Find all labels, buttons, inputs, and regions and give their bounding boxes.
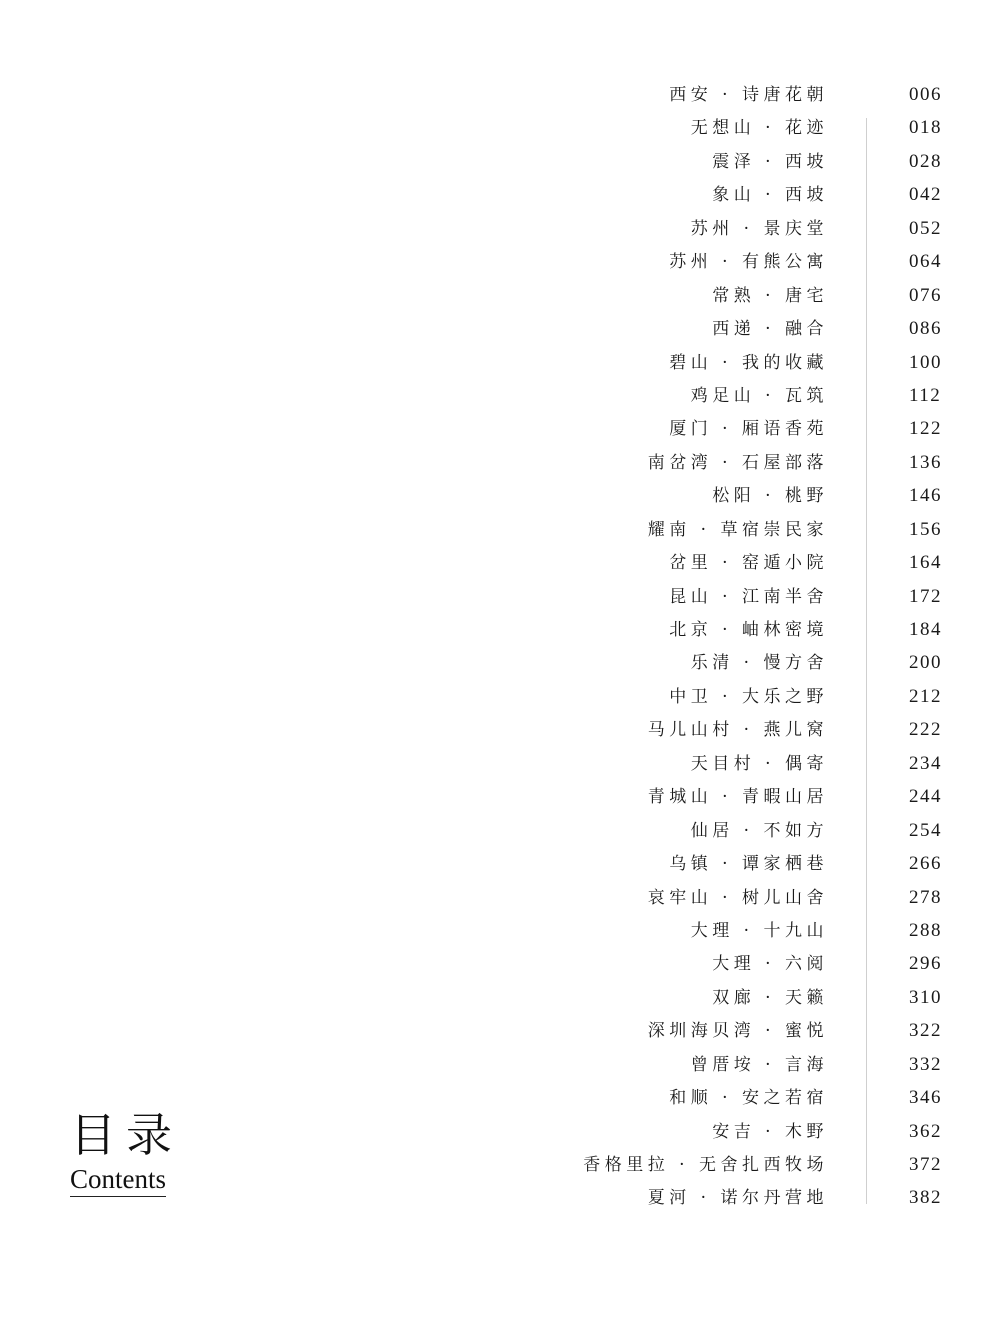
heading-title-en: Contents [70, 1164, 166, 1197]
toc-entry-page-number: 244 [909, 786, 942, 808]
toc-entry[interactable] [0, 79, 1000, 112]
toc-entry[interactable] [0, 748, 1000, 781]
heading-title-cn: 目录 [70, 1108, 182, 1162]
toc-entry[interactable] [0, 480, 1000, 513]
toc-entry-title: 安吉 · 木野 [712, 1121, 828, 1142]
toc-entry-page-number: 288 [909, 919, 942, 941]
toc-entry-title: 岔里 · 窑遁小院 [669, 553, 828, 574]
toc-entry-title: 仙居 · 不如方 [690, 820, 828, 841]
toc-entry-page-number: 296 [909, 953, 942, 975]
toc-entry[interactable] [0, 547, 1000, 580]
toc-entry[interactable] [0, 380, 1000, 413]
toc-entry[interactable] [0, 1015, 1000, 1048]
toc-entry[interactable] [0, 948, 1000, 981]
toc-entry-page-number: 212 [909, 685, 942, 707]
toc-entry-page-number: 172 [909, 585, 942, 607]
toc-entry[interactable] [0, 112, 1000, 145]
toc-entry[interactable] [0, 213, 1000, 246]
toc-entry-title: 曾厝垵 · 言海 [690, 1054, 828, 1075]
toc-entry-page-number: 184 [909, 619, 942, 640]
toc-entry-title: 香格里拉 · 无舍扎西牧场 [583, 1155, 828, 1175]
toc-entry-page-number: 042 [909, 184, 942, 206]
toc-entry-title: 南岔湾 · 石屋部落 [647, 452, 828, 473]
toc-entry[interactable] [0, 514, 1000, 547]
toc-entry[interactable] [0, 647, 1000, 680]
toc-entry-title: 深圳海贝湾 · 蜜悦 [647, 1021, 828, 1042]
toc-entry-page-number: 156 [909, 518, 942, 540]
toc-entry-page-number: 346 [909, 1087, 942, 1109]
toc-entry-title: 天目村 · 偶寄 [690, 753, 828, 774]
toc-entry[interactable] [0, 347, 1000, 380]
toc-entry[interactable] [0, 982, 1000, 1015]
toc-entry-title: 震泽 · 西坡 [712, 151, 828, 172]
toc-entry-page-number: 122 [909, 418, 942, 440]
toc-entry-title: 大理 · 十九山 [690, 920, 828, 941]
toc-entry-page-number: 052 [909, 217, 942, 239]
toc-entry[interactable] [0, 915, 1000, 948]
toc-entry[interactable] [0, 413, 1000, 446]
toc-entry-title: 西安 · 诗唐花朝 [669, 85, 828, 105]
toc-entry[interactable] [0, 280, 1000, 313]
toc-list [0, 79, 1000, 1216]
toc-entry-page-number: 112 [909, 384, 942, 406]
toc-entry-title: 和顺 · 安之若宿 [669, 1088, 828, 1109]
toc-entry-page-number: 146 [909, 485, 942, 507]
toc-entry-page-number: 382 [909, 1187, 942, 1209]
toc-entry-page-number: 086 [909, 318, 942, 340]
toc-entry[interactable] [0, 179, 1000, 212]
toc-entry-page-number: 200 [909, 652, 942, 674]
toc-entry-title: 耀南 · 草宿崇民家 [647, 519, 828, 540]
toc-entry-title: 象山 · 西坡 [712, 185, 828, 206]
toc-entry-page-number: 372 [909, 1154, 942, 1175]
toc-entry-page-number: 332 [909, 1053, 942, 1075]
toc-entry-title: 苏州 · 有熊公寓 [669, 252, 828, 273]
toc-entry-page-number: 064 [909, 251, 942, 273]
toc-entry-page-number: 136 [909, 451, 942, 473]
toc-entry-page-number: 234 [909, 752, 942, 774]
toc-entry-title: 哀牢山 · 树儿山舍 [647, 887, 828, 908]
toc-entry-title: 夏河 · 诺尔丹营地 [647, 1188, 828, 1209]
toc-entry-page-number: 018 [909, 117, 942, 139]
toc-entry-title: 北京 · 岫林密境 [669, 620, 828, 640]
toc-entry-title: 鸡足山 · 瓦筑 [690, 385, 828, 406]
toc-entry-page-number: 310 [909, 986, 942, 1008]
toc-entry[interactable] [0, 681, 1000, 714]
toc-entry-title: 西递 · 融合 [712, 319, 828, 340]
toc-entry-title: 青城山 · 青暇山居 [647, 787, 828, 808]
toc-entry[interactable] [0, 1049, 1000, 1082]
toc-entry-title: 双廊 · 天籁 [712, 987, 828, 1008]
toc-entry-page-number: 028 [909, 150, 942, 172]
toc-entry-title: 乌镇 · 谭家栖巷 [669, 854, 828, 875]
toc-entry[interactable] [0, 882, 1000, 915]
toc-entry-page-number: 266 [909, 853, 942, 875]
toc-entry-title: 苏州 · 景庆堂 [690, 218, 828, 239]
toc-entry-title: 中卫 · 大乐之野 [669, 686, 828, 707]
toc-entry-title: 无想山 · 花迹 [690, 118, 828, 139]
toc-entry-page-number: 076 [909, 284, 942, 306]
toc-entry[interactable] [0, 313, 1000, 346]
toc-entry-page-number: 164 [909, 552, 942, 574]
toc-entry-title: 碧山 · 我的收藏 [669, 352, 828, 373]
toc-entry[interactable] [0, 447, 1000, 480]
toc-entry-page-number: 222 [909, 719, 942, 741]
contents-heading [70, 1108, 182, 1197]
toc-entry-page-number: 322 [909, 1020, 942, 1042]
toc-entry-title: 大理 · 六阅 [712, 954, 828, 975]
toc-entry-title: 昆山 · 江南半舍 [669, 586, 828, 607]
toc-entry[interactable] [0, 848, 1000, 881]
toc-entry-page-number: 254 [909, 819, 942, 841]
toc-entry[interactable] [0, 714, 1000, 747]
toc-entry[interactable] [0, 246, 1000, 279]
toc-entry-title: 常熟 · 唐宅 [712, 285, 828, 306]
toc-entry[interactable] [0, 781, 1000, 814]
toc-entry[interactable] [0, 581, 1000, 614]
toc-entry-title: 厦门 · 厢语香苑 [669, 419, 828, 440]
toc-entry-page-number: 362 [909, 1120, 942, 1142]
toc-entry-title: 松阳 · 桃野 [712, 486, 828, 507]
toc-entry-page-number: 006 [909, 84, 942, 105]
toc-entry[interactable] [0, 614, 1000, 647]
toc-entry-title: 乐清 · 慢方舍 [690, 653, 828, 674]
toc-entry[interactable] [0, 815, 1000, 848]
toc-entry-page-number: 278 [909, 886, 942, 908]
toc-entry-title: 马儿山村 · 燕儿窝 [647, 720, 828, 741]
toc-entry[interactable] [0, 146, 1000, 179]
toc-entry-page-number: 100 [909, 351, 942, 373]
